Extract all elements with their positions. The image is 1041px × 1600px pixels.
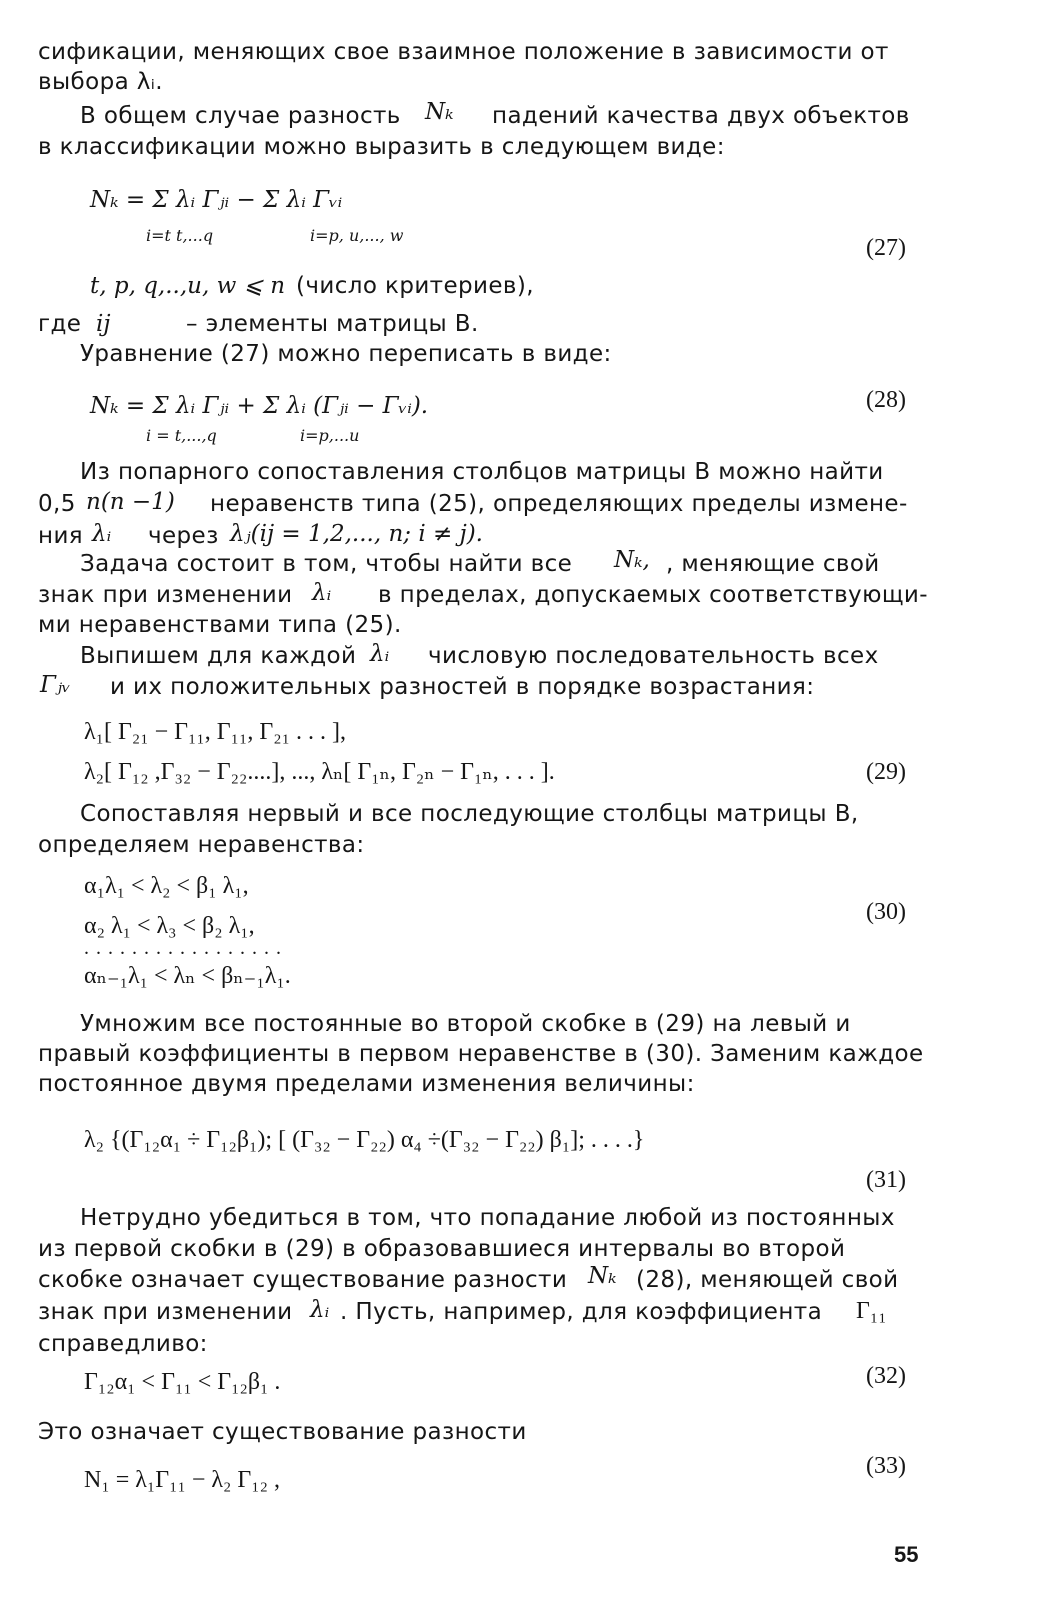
- equation-27-index-1: i=t t,...q: [146, 226, 214, 245]
- text-line: Сопоставляя нервый и все последующие столбцы матрицы B,: [80, 801, 859, 827]
- equation-number: (28): [866, 387, 906, 413]
- text-line: в пределах, допускаемых соответствующи-: [378, 582, 928, 608]
- text-line: Нетрудно убедиться в том, что попадание любой из постоянных: [80, 1205, 895, 1231]
- equation-27-main: Nₖ = Σ λᵢ Γⱼᵢ − Σ λᵢ Γᵥᵢ: [90, 187, 343, 213]
- equation-29-line-1: λ₁[ Γ₂₁ − Γ₁₁, Γ₁₁, Γ₂₁ . . . ],: [84, 719, 346, 745]
- text-line: определяем неравенства:: [38, 832, 365, 858]
- equation-28-index-1: i = t,...,q: [146, 426, 217, 445]
- text-line: где: [38, 311, 82, 337]
- text-line: Задача состоит в том, чтобы найти все: [80, 551, 573, 577]
- math-inline: λⱼ(ij = 1,2,..., n; i ≠ j).: [230, 521, 483, 547]
- text-line: знак при изменении: [38, 582, 293, 608]
- text-line: ния: [38, 523, 84, 549]
- text-line: знак при изменении: [38, 1299, 293, 1325]
- math-inline: λᵢ: [310, 1297, 330, 1323]
- text-line: справедливо:: [38, 1331, 208, 1357]
- equation-number: (33): [866, 1453, 906, 1479]
- text-line: Из попарного сопоставления столбцов матрицы B можно найти: [80, 459, 884, 485]
- equation-30-line-1: α₁λ₁ < λ₂ < β₁ λ₁,: [84, 873, 249, 899]
- equation-29-line-2: λ₂[ Γ₁₂ ,Γ₃₂ − Γ₂₂....], ..., λₙ[ Γ₁ₙ, Γ₂ₙ − Γ₁ₙ, . . . ].: [84, 759, 555, 785]
- text-line: Это означает существование разности: [38, 1419, 527, 1445]
- page-number: 55: [894, 1542, 919, 1567]
- text-line: Умножим все постоянные во второй скобке в (29) на левый и: [80, 1011, 851, 1037]
- equation-30-line-2: α₂ λ₁ < λ₃ < β₂ λ₁,: [84, 913, 255, 939]
- equation-33: N₁ = λ₁Γ₁₁ − λ₂ Γ₁₂ ,: [84, 1467, 280, 1493]
- text-line: – элементы матрицы B.: [186, 311, 479, 337]
- equation-30-line-3: αₙ₋₁λ₁ < λₙ < βₙ₋₁λ₁.: [84, 963, 291, 989]
- equation-number: (27): [866, 235, 906, 261]
- math-inline: Nₖ: [425, 99, 454, 125]
- equation-32: Γ₁₂α₁ < Γ₁₁ < Γ₁₂β₁ .: [84, 1369, 281, 1395]
- math-inline: n(n −1): [86, 489, 175, 515]
- math-inline: Γ₁₁: [856, 1298, 887, 1324]
- text-line: (число критериев),: [296, 273, 534, 299]
- math-inline: λᵢ: [312, 580, 332, 606]
- text-line: Уравнение (27) можно переписать в виде:: [80, 341, 612, 367]
- equation-number: (30): [866, 899, 906, 925]
- equation-31: λ₂ {(Γ₁₂α₁ ÷ Γ₁₂β₁); [ (Γ₃₂ − Γ₂₂) α₄ ÷(Γ₃₂ − Γ₂₂) β₁]; . . . .}: [84, 1127, 645, 1153]
- equation-27-condition: t, p, q,..,u, w ⩽ n: [90, 273, 286, 299]
- text-line: падений качества двух объектов: [492, 103, 910, 129]
- equation-number: (29): [866, 759, 906, 785]
- text-line: Выпишем для каждой: [80, 643, 357, 669]
- equation-28-main: Nₖ = Σ λᵢ Γⱼᵢ + Σ λᵢ (Γⱼᵢ − Γᵥᵢ).: [90, 393, 429, 419]
- text-line: числовую последовательность всех: [428, 643, 879, 669]
- math-inline: λᵢ: [370, 641, 390, 667]
- equation-number: (32): [866, 1363, 906, 1389]
- text-line: и их положительных разностей в порядке возрастания:: [110, 674, 815, 700]
- equation-30-dots: . . . . . . . . . . . . . . . . .: [84, 937, 282, 959]
- text-line: 0,5: [38, 491, 76, 517]
- equation-number: (31): [866, 1167, 906, 1193]
- text-line: выбора λᵢ.: [38, 69, 164, 95]
- text-line: (28), меняющей свой: [636, 1267, 899, 1293]
- math-inline: ij: [96, 311, 111, 337]
- math-inline: Nₖ: [588, 1263, 617, 1289]
- text-line: в классификации можно выразить в следующем виде:: [38, 134, 725, 160]
- text-line: неравенств типа (25), определяющих пределы измене-: [210, 491, 908, 517]
- text-line: скобке означает существование разности: [38, 1267, 568, 1293]
- text-line: сификации, меняющих свое взаимное положение в зависимости от: [38, 39, 889, 65]
- math-inline: Γⱼᵥ: [40, 672, 71, 698]
- text-line: ми неравенствами типа (25).: [38, 612, 402, 638]
- equation-28-index-2: i=p,...u: [300, 426, 360, 445]
- text-line: . Пусть, например, для коэффициента: [340, 1299, 823, 1325]
- text-line: через: [148, 523, 219, 549]
- text-line: В общем случае разность: [80, 103, 401, 129]
- math-inline: Nₖ,: [614, 547, 650, 573]
- math-inline: λᵢ: [92, 521, 112, 547]
- equation-27-index-2: i=p, u,..., w: [310, 226, 404, 245]
- text-line: правый коэффициенты в первом неравенстве в (30). Заменим каждое: [38, 1041, 924, 1067]
- text-line: из первой скобки в (29) в образовавшиеся интервалы во второй: [38, 1236, 846, 1262]
- text-line: , меняющие свой: [666, 551, 880, 577]
- text-line: постоянное двумя пределами изменения величины:: [38, 1071, 695, 1097]
